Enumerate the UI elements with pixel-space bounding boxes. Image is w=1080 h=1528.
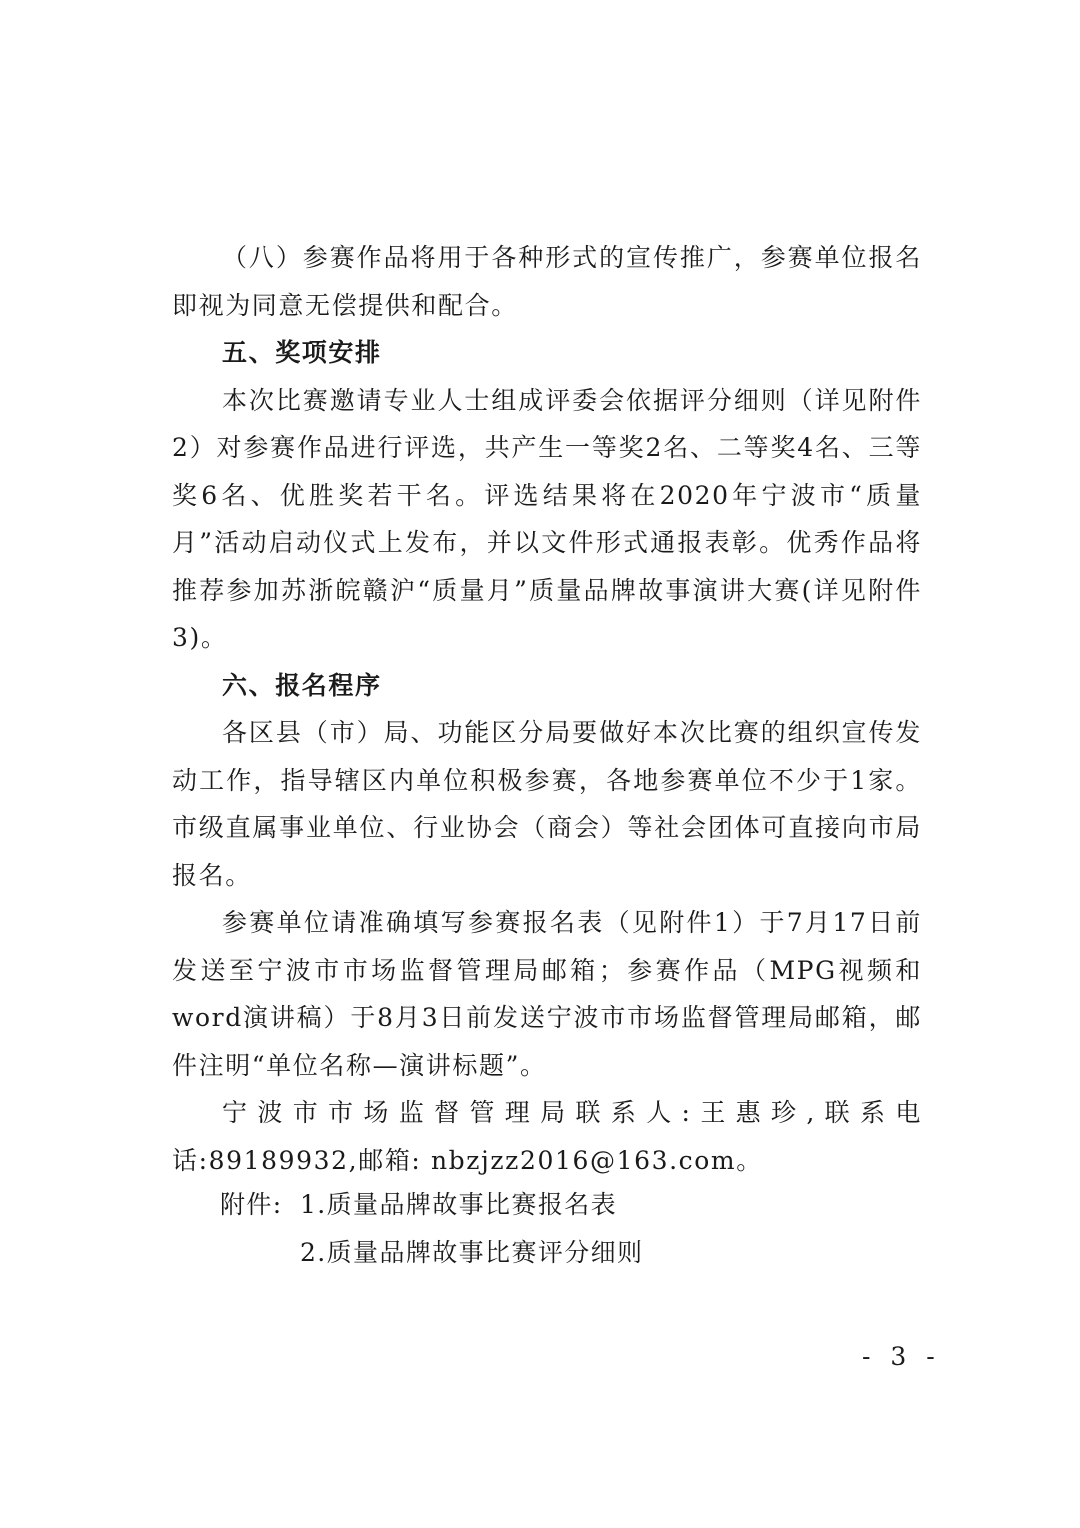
attachment-row [220,1229,643,1277]
paragraph-contact: 宁波市市场监督管理局联系人:王惠珍,联系电话:89189932,邮箱: nbzjzz2016@163.com。 [172,1098,922,1175]
document-body [172,234,922,1184]
attachment-row [220,1181,643,1229]
paragraph-awards: 本次比赛邀请专业人士组成评委会依据评分细则（详见附件2）对参赛作品进行评选，共产生一等奖2名、二等奖4名、三等奖6名、优胜奖若干名。评选结果将在2020年宁波市“质量月”活动启动仪式上发布，并以文件形式通报表彰。优秀作品将推荐参加苏浙皖赣沪“质量月”质量品牌故事演讲大赛(详见附件3)。 [172,385,922,652]
attachment-item-1: 1.质量品牌故事比赛报名表 [300,1190,618,1219]
section-heading-awards: 五、奖项安排 [222,338,382,367]
paragraph-submission: 参赛单位请准确填写参赛报名表（见附件1）于7月17日前发送至宁波市市场监督管理局邮箱；参赛作品（MPG视频和word演讲稿）于8月3日前发送宁波市市场监督管理局邮箱，邮件注明“单位名称—演讲标题”。 [172,908,922,1080]
attachments-label: 附件: [220,1190,283,1219]
page-number: - 3 - [862,1342,941,1371]
attachments-list [220,1181,643,1276]
section-heading-registration: 六、报名程序 [222,670,382,700]
paragraph-publicity: （八）参赛作品将用于各种形式的宣传推广，参赛单位报名即视为同意无偿提供和配合。 [172,243,922,320]
paragraph-organization: 各区县（市）局、功能区分局要做好本次比赛的组织宣传发动工作，指导辖区内单位积极参赛，各地参赛单位不少于1家。市级直属事业单位、行业协会（商会）等社会团体可直接向市局报名。 [172,718,922,890]
attachment-item-2: 2.质量品牌故事比赛评分细则 [300,1237,644,1267]
